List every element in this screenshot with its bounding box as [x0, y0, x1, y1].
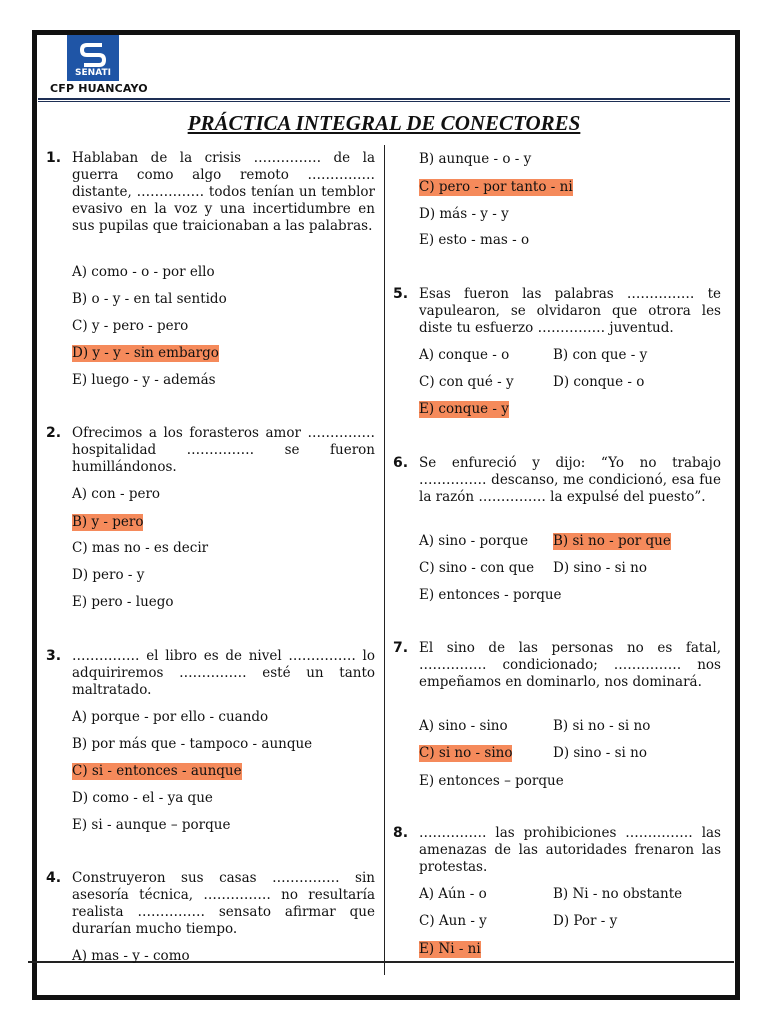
question-stem: …………… el libro es de nivel …………… lo adquiriremos …………… esté un tanto maltratado.	[72, 648, 375, 698]
answer-option: B) si no - si no	[553, 718, 651, 734]
answer-option-correct: C) pero - por tanto - ni	[419, 179, 573, 195]
answer-option: D) como - el - ya que	[72, 790, 213, 806]
answer-option: E) entonces – porque	[419, 773, 564, 789]
answer-option: C) mas no - es decir	[72, 540, 209, 556]
answer-option: C) y - pero - pero	[72, 318, 189, 334]
answer-option: A) sino - sino	[419, 718, 508, 734]
question-number: 5.	[393, 286, 409, 302]
answer-option: D) más - y - y	[419, 206, 509, 222]
answer-option: E) luego - y - además	[72, 372, 216, 388]
answer-option-correct: D) y - y - sin embargo	[72, 345, 219, 361]
answer-option-correct: C) si no - sino	[419, 745, 513, 761]
answer-option: C) sino - con que	[419, 560, 535, 576]
question-number: 8.	[393, 825, 409, 841]
answer-option: B) aunque - o - y	[419, 151, 532, 167]
page-title: PRÁCTICA INTEGRAL DE CONECTORES	[187, 111, 581, 135]
answer-option: D) sino - si no	[553, 560, 647, 576]
answer-option: E) entonces - porque	[419, 587, 562, 603]
question-number: 4.	[46, 870, 62, 886]
question-number: 7.	[393, 640, 409, 656]
answer-option-correct: B) y - pero	[72, 514, 144, 530]
column-divider	[384, 145, 385, 975]
header-rule-top	[38, 98, 730, 100]
answer-option: A) como - o - por ello	[72, 264, 215, 280]
question-stem: Se enfureció y dijo: “Yo no trabajo …………… descanso, me condicionó, esa fue la razón …………… la expulsé del puesto”.	[419, 455, 721, 505]
answer-option: E) esto - mas - o	[419, 232, 530, 248]
answer-option: C) Aun - y	[419, 913, 487, 929]
question-number: 1.	[46, 150, 62, 166]
answer-option: B) con que - y	[553, 347, 648, 363]
question-number: 2.	[46, 425, 62, 441]
header-rule-bottom	[38, 101, 730, 102]
answer-option: A) mas - y - como	[72, 948, 190, 964]
answer-option: D) conque - o	[553, 374, 645, 390]
answer-option: A) con - pero	[72, 486, 161, 502]
answer-option: E) si - aunque – porque	[72, 817, 231, 833]
answer-option: C) con qué - y	[419, 374, 514, 390]
question-stem: El sino de las personas no es fatal, …………… condicionado; …………… nos empeñamos en dominarlo, nos dominará.	[419, 640, 721, 690]
answer-option: B) por más que - tampoco - aunque	[72, 736, 313, 752]
answer-option-correct: E) conque - y	[419, 401, 509, 417]
question-number: 3.	[46, 648, 62, 664]
question-stem: Hablaban de la crisis …………… de la guerra como algo remoto …………… distante, …………… todos tenían un temblor evasivo en la voz y una incertidumbre en sus pupilas que traicionaban a las palabras.	[72, 150, 375, 234]
question-stem: Esas fueron las palabras …………… te vapulearon, se olvidaron que otrora les diste tu esfuerzo …………… juventud.	[419, 286, 721, 336]
answer-option: D) sino - si no	[553, 745, 647, 761]
answer-option: D) Por - y	[553, 913, 618, 929]
answer-option: B) Ni - no obstante	[553, 886, 683, 902]
question-number: 6.	[393, 455, 409, 471]
answer-option-correct: E) Ni - ni	[419, 941, 481, 957]
answer-option: E) pero - luego	[72, 594, 174, 610]
answer-option: D) pero - y	[72, 567, 145, 583]
question-stem: Ofrecimos a los forasteros amor …………… hospitalidad …………… se fueron humillándonos.	[72, 425, 375, 475]
answer-option: A) porque - por ello - cuando	[72, 709, 269, 725]
answer-option: A) sino - porque	[419, 533, 529, 549]
answer-option-correct: B) si no - por que	[553, 533, 671, 549]
question-stem: Construyeron sus casas …………… sin asesoría técnica, …………… no resultaría realista …………… sensato afirmar que durarían mucho tiempo.	[72, 870, 375, 937]
institution-name: CFP HUANCAYO	[50, 82, 148, 95]
senati-logo	[67, 35, 119, 81]
answer-option: A) conque - o	[419, 347, 510, 363]
question-stem: …………… las prohibiciones …………… las amenazas de las autoridades frenaron las protestas.	[419, 825, 721, 875]
logo-text: SENATI	[75, 68, 111, 78]
answer-option-correct: C) si - entonces - aunque	[72, 763, 242, 779]
answer-option: B) o - y - en tal sentido	[72, 291, 227, 307]
answer-option: A) Aún - o	[419, 886, 487, 902]
